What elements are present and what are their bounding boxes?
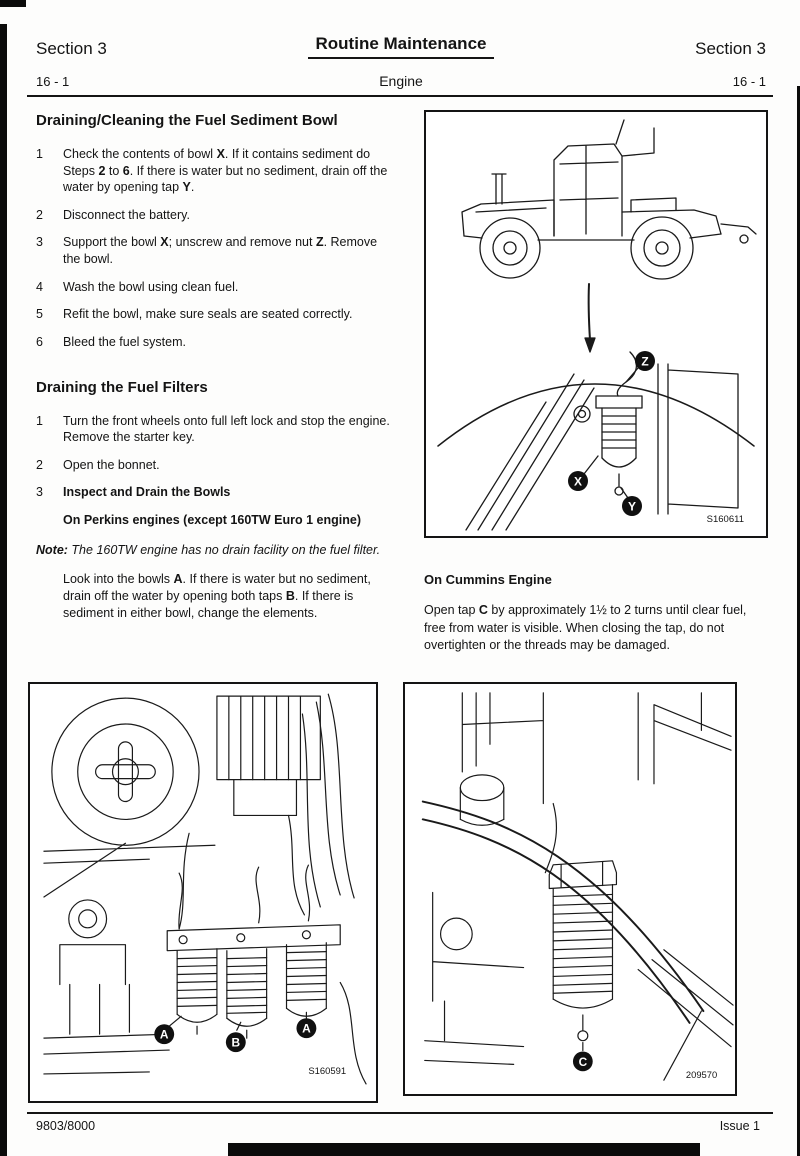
step-number: 2 — [36, 457, 43, 472]
fig1-label-y: Y — [627, 499, 637, 514]
heading-on-cummins-engine: On Cummins Engine — [424, 572, 552, 587]
step-item — [36, 279, 393, 296]
fig2-label-a1-badge — [154, 1024, 174, 1044]
cummins-filter-illustration — [405, 684, 735, 1094]
fig1-label-x-badge — [568, 471, 588, 491]
figure-sediment-bowl — [424, 110, 768, 538]
step-number: 3 — [36, 485, 43, 500]
step-number: 5 — [36, 307, 43, 322]
figure-perkins-filters — [28, 682, 378, 1103]
step-text: Open the bonnet. — [63, 457, 160, 472]
step-text: Inspect and Drain the Bowls — [63, 485, 231, 500]
tractor-sediment-bowl-illustration — [426, 112, 766, 536]
step-text: Wash the bowl using clean fuel. — [63, 279, 239, 294]
scan-artifact-top-left — [0, 0, 26, 7]
page-subtitle: Engine — [379, 73, 423, 89]
section-title-sediment-bowl: Draining/Cleaning the Fuel Sediment Bowl — [36, 112, 338, 129]
footer-rule — [27, 1112, 773, 1114]
step-number: 2 — [36, 207, 43, 222]
step-item — [36, 484, 393, 501]
step-item — [36, 413, 393, 446]
fig2-label-b: B — [231, 1035, 241, 1050]
subheading-perkins-engines: On Perkins engines (except 160TW Euro 1 engine) — [63, 513, 361, 527]
step-item — [36, 207, 393, 224]
step-item — [36, 306, 393, 323]
fig1-label-z: Z — [641, 354, 649, 369]
page-number-right: 16 - 1 — [732, 74, 766, 89]
step-number: 4 — [36, 279, 43, 294]
fig1-code: S160611 — [706, 514, 744, 525]
fig3-code: 209570 — [685, 1070, 718, 1081]
fig2-label-a2-badge — [296, 1018, 316, 1038]
scan-artifact-bottom-bar — [228, 1143, 700, 1156]
step-item — [36, 234, 393, 267]
step-text: Turn the front wheels onto full left lock and stop the engine. Remove the starter key. — [63, 413, 390, 445]
footer-publication-number: 9803/8000 — [36, 1119, 96, 1133]
step-number: 6 — [36, 334, 43, 349]
step-text: Refit the bowl, make sure seals are seated correctly. — [63, 307, 353, 322]
fig3-label-c: C — [578, 1054, 588, 1069]
header-section-left: Section 3 — [36, 39, 107, 58]
step-item — [36, 146, 393, 196]
footer-issue: Issue 1 — [719, 1119, 760, 1133]
paragraph-look-into-bowls: Look into the bowls A. If there is water but no sediment, drain off the water by opening both taps B. If there is sediment in either bowl, change the elements. — [63, 572, 371, 620]
fig1-label-x: X — [573, 474, 583, 489]
fig2-label-a2: A — [302, 1021, 311, 1036]
header-section-right: Section 3 — [695, 39, 766, 58]
right-column — [424, 110, 768, 655]
fig2-code: S160591 — [308, 1065, 347, 1077]
step-item — [36, 457, 393, 474]
fig1-label-y-badge — [622, 496, 642, 516]
page-title: Routine Maintenance — [308, 34, 495, 59]
page-number-left: 16 - 1 — [36, 74, 70, 89]
step-number: 1 — [36, 146, 43, 161]
step-text: Disconnect the battery. — [63, 207, 190, 222]
step-number: 1 — [36, 413, 43, 428]
figure-cummins-filter — [403, 682, 737, 1096]
step-number: 3 — [36, 235, 43, 250]
fig3-label-c-badge — [573, 1052, 593, 1072]
left-column — [36, 111, 393, 621]
fig2-label-b-badge — [226, 1032, 246, 1052]
paragraph-cummins: Open tap C by approximately 1½ to 2 turns until clear fuel, free from water is visible. When closing the tap, do not overtighten or the threads may be damaged. — [424, 603, 747, 653]
step-text: Bleed the fuel system. — [63, 334, 186, 349]
perkins-filters-illustration — [30, 684, 376, 1101]
header-rule — [27, 95, 773, 97]
step-text: Check the contents of bowl X. If it contains sediment do Steps 2 to 6. If there is water but no sediment, drain off the water by opening tap Y. — [63, 146, 388, 195]
fig1-label-z-badge — [635, 351, 655, 371]
section-title-fuel-filters: Draining the Fuel Filters — [36, 378, 208, 396]
step-item — [36, 334, 393, 351]
fig2-label-a1: A — [159, 1027, 169, 1042]
note-160tw: Note: The 160TW engine has no drain facility on the fuel filter. — [36, 542, 381, 557]
step-text: Support the bowl X; unscrew and remove nut Z. Remove the bowl. — [63, 235, 378, 267]
page-subheader — [36, 73, 766, 89]
scan-artifact-left-edge — [0, 24, 7, 1156]
page-header — [36, 34, 766, 59]
